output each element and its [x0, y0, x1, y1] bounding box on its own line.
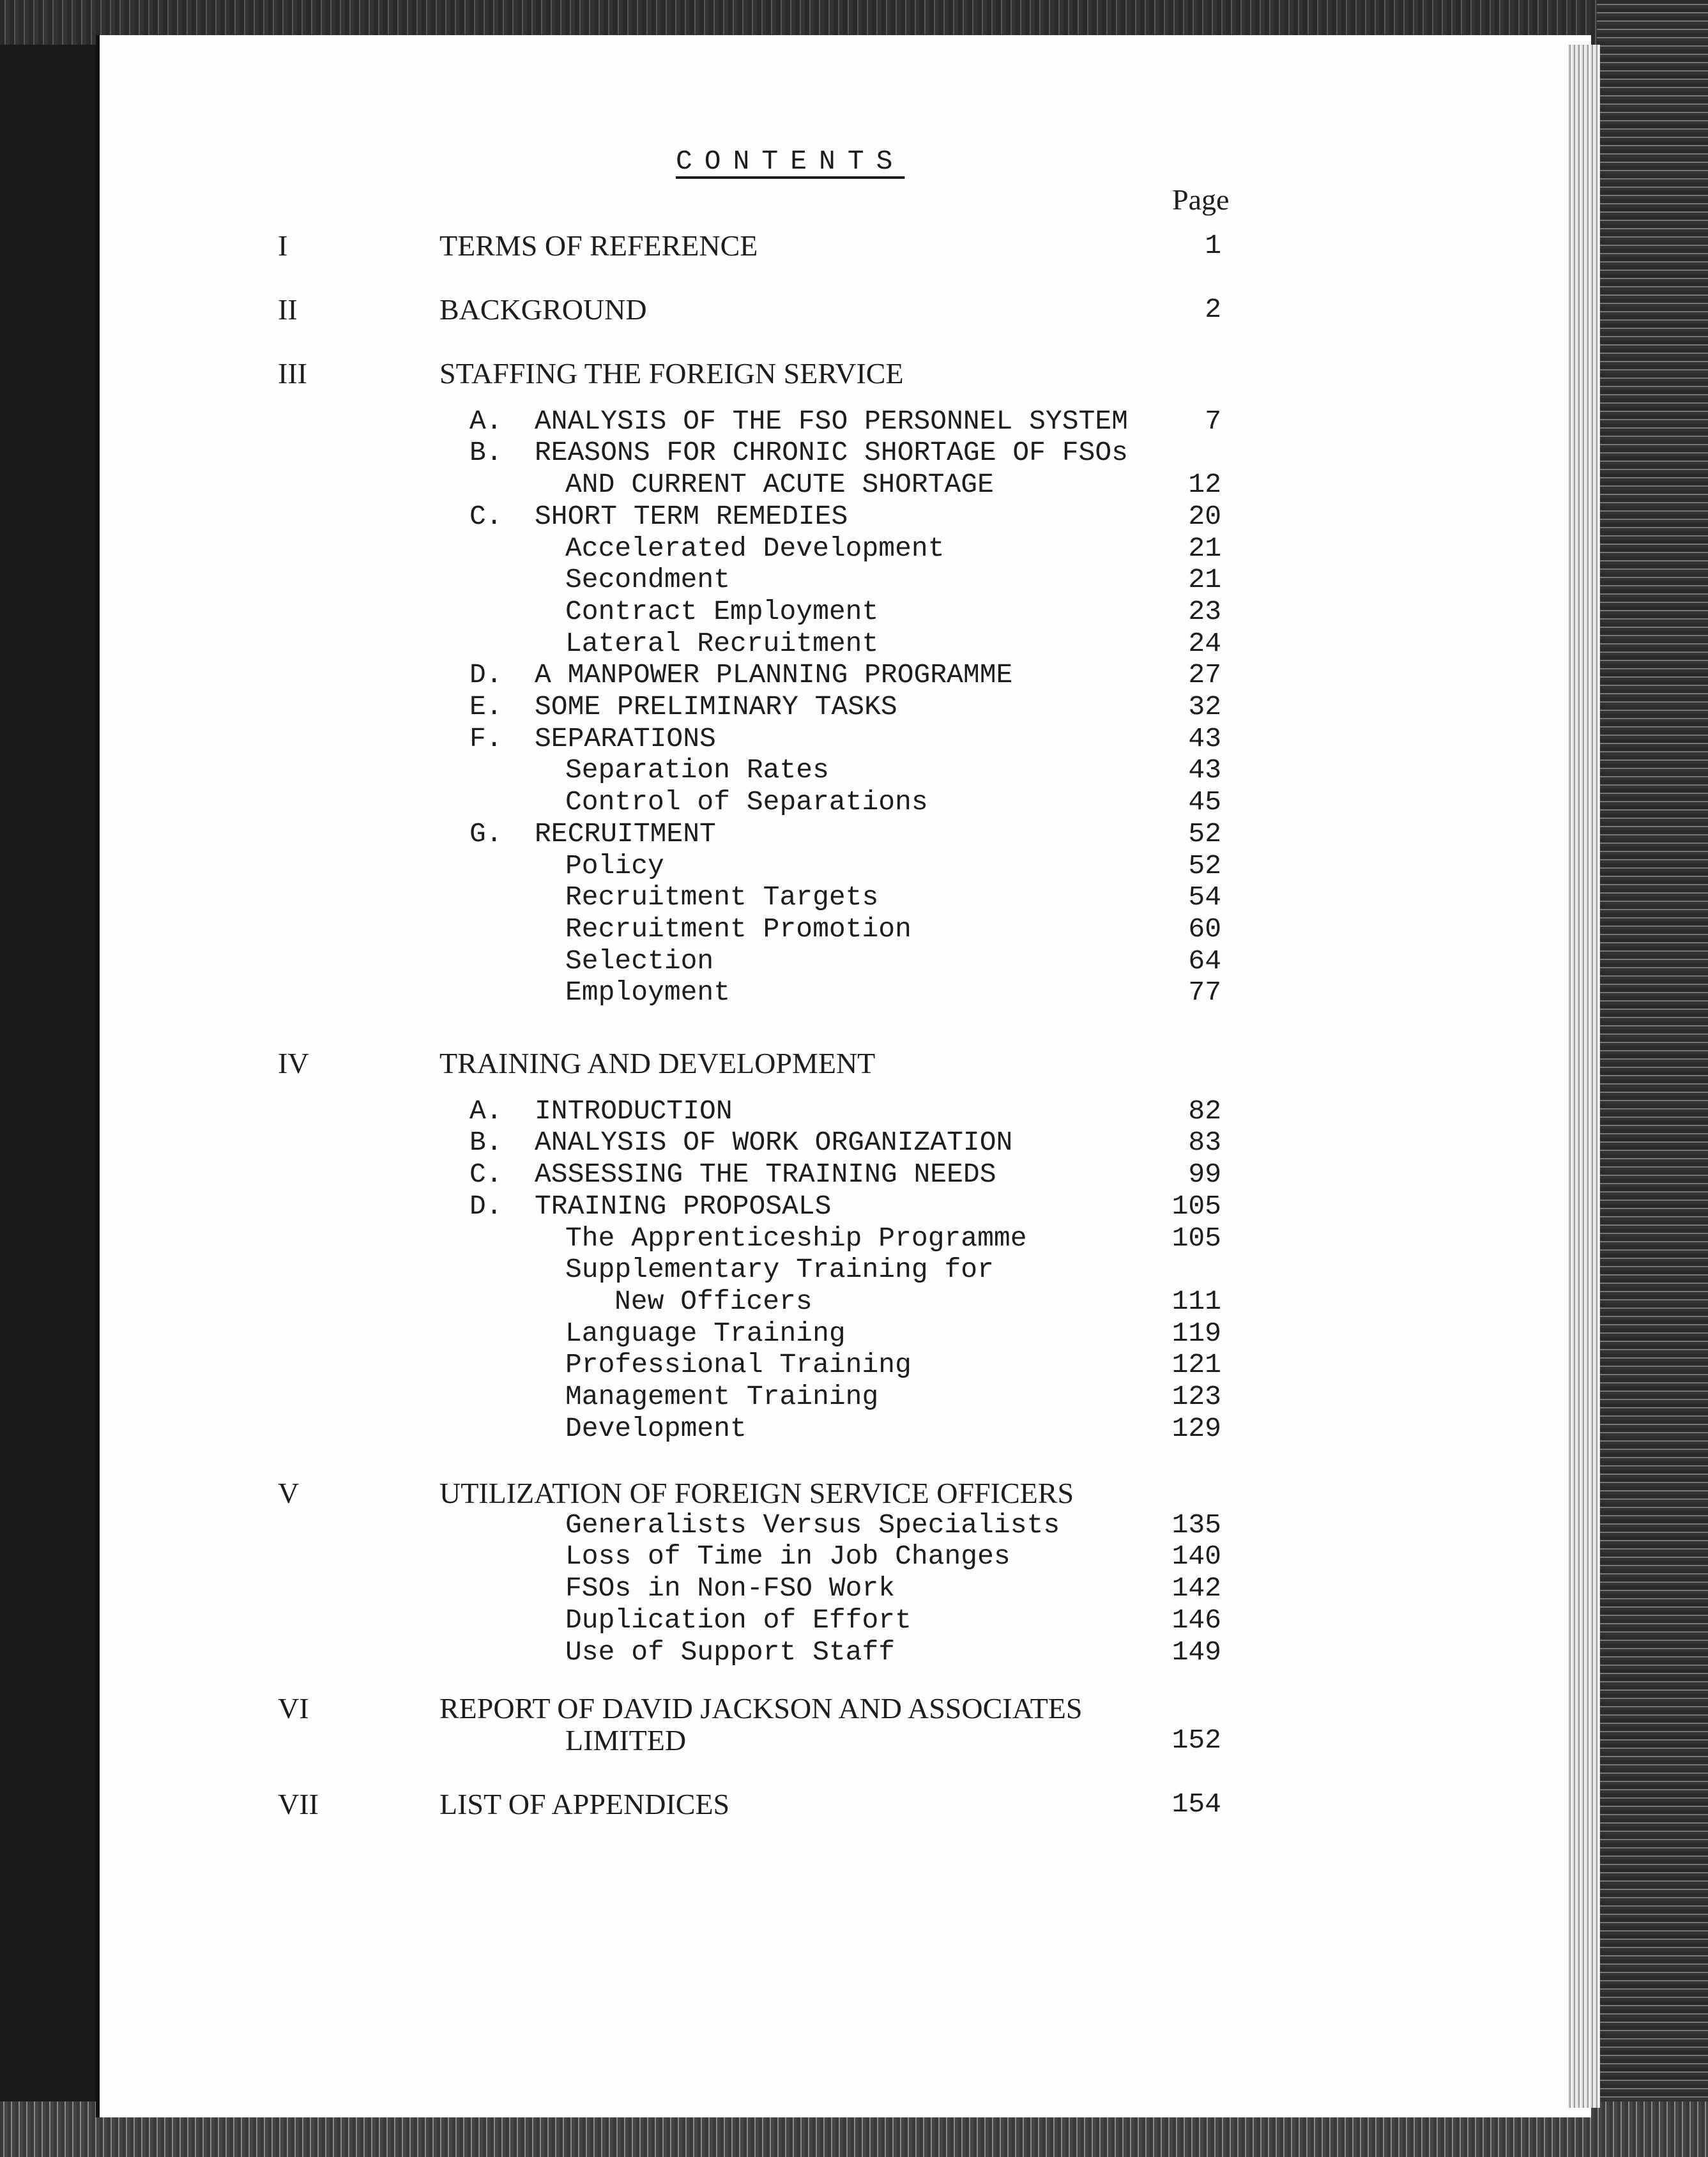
topic-page-number: 52 [1188, 850, 1221, 881]
topic-page-number: 45 [1188, 786, 1221, 818]
section-title-continued: LIMITED [565, 1723, 687, 1757]
subsection-letter: B. [469, 1127, 503, 1159]
topic-page-number: 60 [1188, 913, 1221, 945]
subsection-page-number: 32 [1188, 691, 1221, 722]
topic-page-number: 64 [1188, 945, 1221, 977]
subsection-title-continued: AND CURRENT ACUTE SHORTAGE [565, 469, 994, 501]
subsection-title: RECRUITMENT [535, 818, 716, 850]
subsection-letter: F. [469, 722, 503, 754]
topic-page-number: 24 [1188, 627, 1221, 659]
topic-title: Supplementary Training for [565, 1254, 994, 1286]
section-number: VI [278, 1692, 309, 1725]
subsection-title: ASSESSING THE TRAINING NEEDS [535, 1159, 996, 1191]
topic-title: Duplication of Effort [565, 1604, 911, 1636]
topic-title: Recruitment Targets [565, 881, 879, 913]
topic-title: Secondment [565, 564, 731, 596]
subsection-page-number: 7 [1205, 405, 1221, 437]
topic-title: Language Training [565, 1317, 846, 1349]
subsection-title: REASONS FOR CHRONIC SHORTAGE OF FSOs [535, 437, 1128, 469]
subsection-letter: D. [469, 659, 503, 691]
subsection-title: SEPARATIONS [535, 722, 716, 754]
topic-title: Separation Rates [565, 754, 829, 786]
section-page-number: 2 [1205, 294, 1221, 325]
subsection-page-number: 99 [1188, 1159, 1221, 1191]
topic-page-number: 77 [1188, 977, 1221, 1009]
topic-page-number: 123 [1171, 1381, 1221, 1412]
topic-page-number: 111 [1171, 1285, 1221, 1317]
subsection-page-number: 27 [1188, 659, 1221, 691]
section-title: STAFFING THE FOREIGN SERVICE [439, 357, 904, 390]
subsection-letter: B. [469, 437, 503, 469]
section-number: II [278, 293, 298, 326]
topic-title: FSOs in Non-FSO Work [565, 1573, 896, 1604]
subsection-title: A MANPOWER PLANNING PROGRAMME [535, 659, 1013, 691]
section-title: TRAINING AND DEVELOPMENT [439, 1047, 876, 1079]
topic-title: Selection [565, 945, 714, 977]
subsection-letter: C. [469, 500, 503, 532]
topic-page-number: 142 [1171, 1573, 1221, 1604]
section-title: UTILIZATION OF FOREIGN SERVICE OFFICERS [439, 1477, 1074, 1509]
page-column-header: Page [1172, 183, 1230, 216]
section-number: VII [278, 1788, 319, 1820]
subsection-page-number: 105 [1171, 1190, 1221, 1222]
scan-border-right [1597, 0, 1708, 2157]
subsection-title: ANALYSIS OF THE FSO PERSONNEL SYSTEM [535, 405, 1128, 437]
topic-title: Accelerated Development [565, 532, 945, 564]
subsection-letter: D. [469, 1190, 503, 1222]
topic-title: Development [565, 1412, 747, 1444]
topic-title: Contract Employment [565, 595, 879, 627]
subsection-letter: E. [469, 691, 503, 722]
section-number: IV [278, 1047, 309, 1079]
section-page-number: 152 [1171, 1724, 1221, 1756]
section-title: REPORT OF DAVID JACKSON AND ASSOCIATES [439, 1692, 1083, 1725]
topic-title: Use of Support Staff [565, 1636, 896, 1668]
topic-title: Professional Training [565, 1349, 911, 1381]
subsection-title: INTRODUCTION [535, 1095, 733, 1127]
subsection-page-number: 82 [1188, 1095, 1221, 1127]
topic-title: The Apprenticeship Programme [565, 1222, 1027, 1254]
subsection-title: TRAINING PROPOSALS [535, 1190, 832, 1222]
section-number: I [278, 229, 288, 262]
topic-title: Policy [565, 850, 664, 881]
topic-page-number: 43 [1188, 754, 1221, 786]
subsection-page-number: 52 [1188, 818, 1221, 850]
subsection-page-number: 83 [1188, 1127, 1221, 1159]
subsection-title: SHORT TERM REMEDIES [535, 500, 848, 532]
section-page-number: 154 [1171, 1788, 1221, 1820]
topic-page-number: 54 [1188, 881, 1221, 913]
topic-title: Generalists Versus Specialists [565, 1509, 1060, 1541]
section-title: BACKGROUND [439, 293, 647, 326]
topic-page-number: 105 [1171, 1222, 1221, 1254]
section-title: TERMS OF REFERENCE [439, 229, 758, 262]
topic-page-number: 135 [1171, 1509, 1221, 1541]
section-page-number: 1 [1205, 230, 1221, 261]
section-number: V [278, 1477, 300, 1509]
topic-page-number: 129 [1171, 1412, 1221, 1444]
subsection-letter: C. [469, 1159, 503, 1191]
contents-title: CONTENTS [676, 146, 905, 177]
topic-title: Lateral Recruitment [565, 627, 879, 659]
subsection-letter: A. [469, 1095, 503, 1127]
topic-page-number: 140 [1171, 1541, 1221, 1573]
topic-title: Control of Separations [565, 786, 928, 818]
page-binding-edge [1568, 45, 1600, 2108]
subsection-page-number: 43 [1188, 722, 1221, 754]
subsection-title: ANALYSIS OF WORK ORGANIZATION [535, 1127, 1013, 1159]
subsection-page-number: 20 [1188, 500, 1221, 532]
subsection-title: SOME PRELIMINARY TASKS [535, 691, 897, 722]
section-title: LIST OF APPENDICES [439, 1788, 730, 1820]
topic-page-number: 149 [1171, 1636, 1221, 1668]
topic-title: Recruitment Promotion [565, 913, 911, 945]
subsection-letter: G. [469, 818, 503, 850]
topic-page-number: 23 [1188, 595, 1221, 627]
section-number: III [278, 357, 307, 390]
topic-page-number: 121 [1171, 1349, 1221, 1381]
topic-page-number: 146 [1171, 1604, 1221, 1636]
topic-page-number: 21 [1188, 564, 1221, 596]
topic-title: Loss of Time in Job Changes [565, 1541, 1010, 1573]
subsection-page-number: 12 [1188, 469, 1221, 501]
topic-title-continued: New Officers [614, 1285, 812, 1317]
topic-page-number: 21 [1188, 532, 1221, 564]
subsection-letter: A. [469, 405, 503, 437]
topic-page-number: 119 [1171, 1317, 1221, 1349]
topic-title: Employment [565, 977, 731, 1009]
topic-title: Management Training [565, 1381, 879, 1412]
